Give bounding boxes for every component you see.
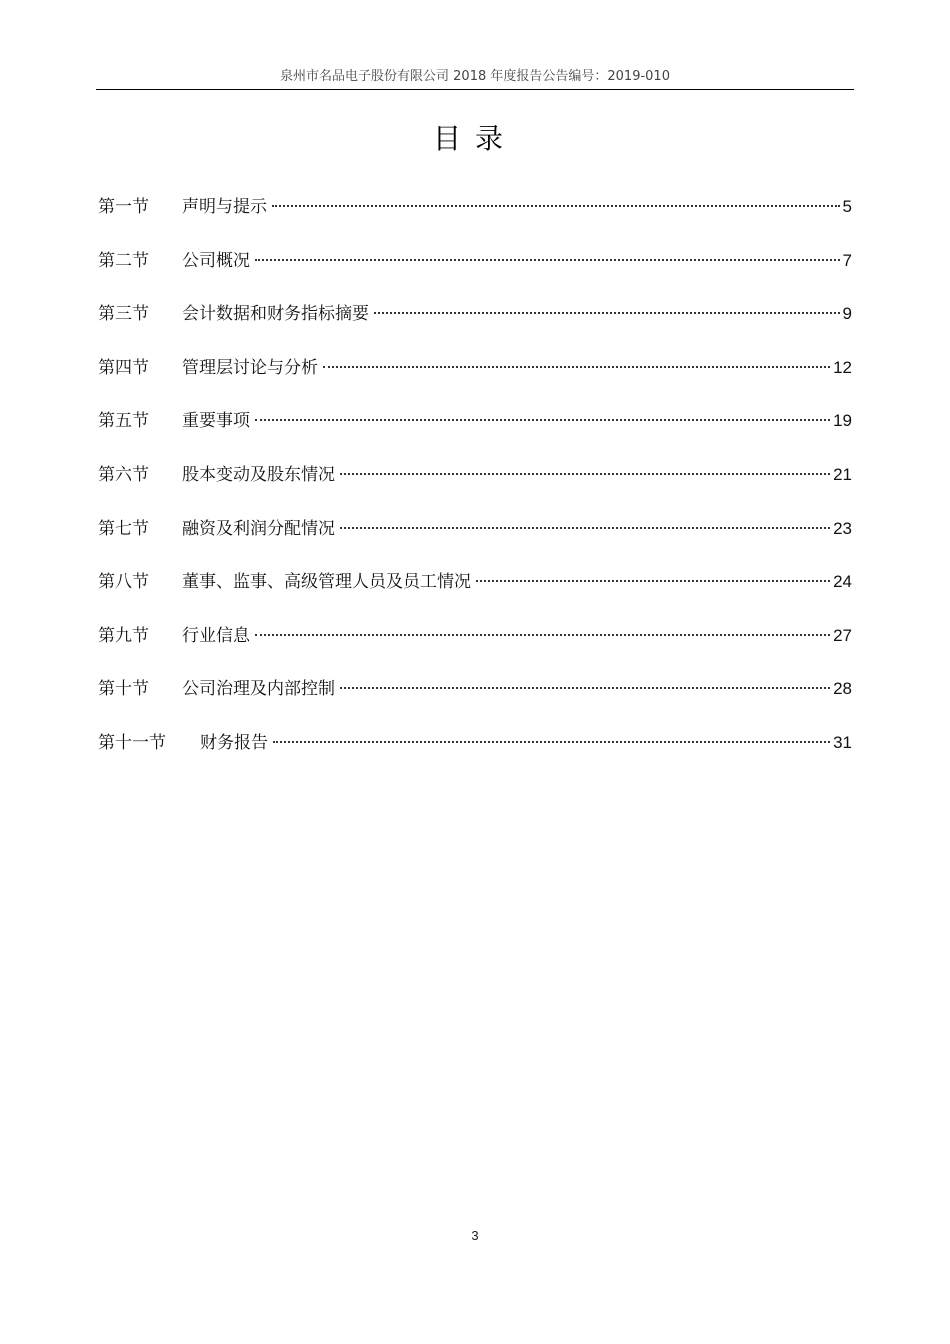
- toc-entry-4[interactable]: [98, 351, 852, 405]
- toc-section-title: 董事、监事、高级管理人员及员工情况: [182, 572, 471, 593]
- toc-leader-dots: [340, 527, 830, 529]
- toc-leader-dots: [273, 741, 830, 743]
- toc-entry-1[interactable]: [98, 190, 852, 244]
- toc-entry-9[interactable]: [98, 619, 852, 673]
- toc-title: 目录: [432, 122, 517, 155]
- toc-section-label: 第十节: [98, 679, 149, 700]
- page-header: 泉州市名品电子股份有限公司 2018 年度报告公告编号：2019-010: [280, 69, 670, 84]
- toc-page-number: 12: [833, 357, 852, 377]
- toc-page-number: 31: [833, 732, 852, 752]
- toc-entry-11[interactable]: [98, 726, 852, 780]
- toc-page-number: 7: [842, 250, 852, 270]
- toc-page-number: 5: [842, 197, 852, 216]
- toc-section-title: 会计数据和财务指标摘要: [182, 304, 369, 325]
- toc-page-number: 28: [833, 679, 852, 699]
- toc-leader-dots: [340, 473, 830, 475]
- toc-section-title: 行业信息: [182, 625, 250, 646]
- toc-section-title: 管理层讨论与分析: [182, 357, 318, 378]
- toc-section-label: 第七节: [98, 518, 149, 539]
- toc-leader-dots: [476, 580, 830, 582]
- header-rule: [96, 89, 854, 90]
- toc-entry-6[interactable]: [98, 458, 852, 512]
- toc-page-number: 24: [833, 572, 852, 592]
- toc-entry-7[interactable]: [98, 512, 852, 566]
- toc-entry-2[interactable]: [98, 244, 852, 298]
- toc-entry-10[interactable]: [98, 672, 852, 726]
- toc-section-title: 财务报告: [200, 732, 268, 753]
- toc-section-title: 股本变动及股东情况: [182, 464, 335, 485]
- toc-entry-8[interactable]: [98, 565, 852, 619]
- toc-leader-dots: [255, 259, 840, 261]
- toc-leader-dots: [255, 634, 830, 636]
- page-number: 3: [471, 1228, 479, 1243]
- toc-section-title: 公司概况: [182, 250, 250, 271]
- toc-section-title: 融资及利润分配情况: [182, 518, 335, 539]
- toc-section-label: 第六节: [98, 464, 149, 485]
- toc-page-number: 19: [833, 411, 852, 431]
- toc-list: [98, 190, 852, 780]
- toc-section-label: 第九节: [98, 625, 149, 646]
- toc-section-title: 重要事项: [182, 411, 250, 432]
- toc-page-number: 23: [833, 518, 852, 538]
- toc-section-label: 第一节: [98, 197, 149, 217]
- toc-leader-dots: [340, 687, 830, 689]
- toc-page-number: 9: [842, 304, 852, 324]
- toc-section-label: 第二节: [98, 250, 149, 271]
- toc-section-label: 第五节: [98, 411, 149, 432]
- toc-leader-dots: [255, 419, 830, 421]
- toc-entry-5[interactable]: [98, 404, 852, 458]
- toc-leader-dots: [272, 205, 840, 207]
- toc-section-label: 第八节: [98, 572, 149, 593]
- toc-section-label: 第十一节: [98, 732, 166, 753]
- toc-page-number: 27: [833, 625, 852, 645]
- toc-section-title: 公司治理及内部控制: [182, 679, 335, 700]
- toc-section-label: 第四节: [98, 357, 149, 378]
- toc-entry-3[interactable]: [98, 297, 852, 351]
- toc-section-title: 声明与提示: [182, 197, 267, 217]
- toc-page-number: 21: [833, 464, 852, 484]
- toc-section-label: 第三节: [98, 304, 149, 325]
- toc-leader-dots: [374, 312, 840, 314]
- toc-leader-dots: [323, 366, 830, 368]
